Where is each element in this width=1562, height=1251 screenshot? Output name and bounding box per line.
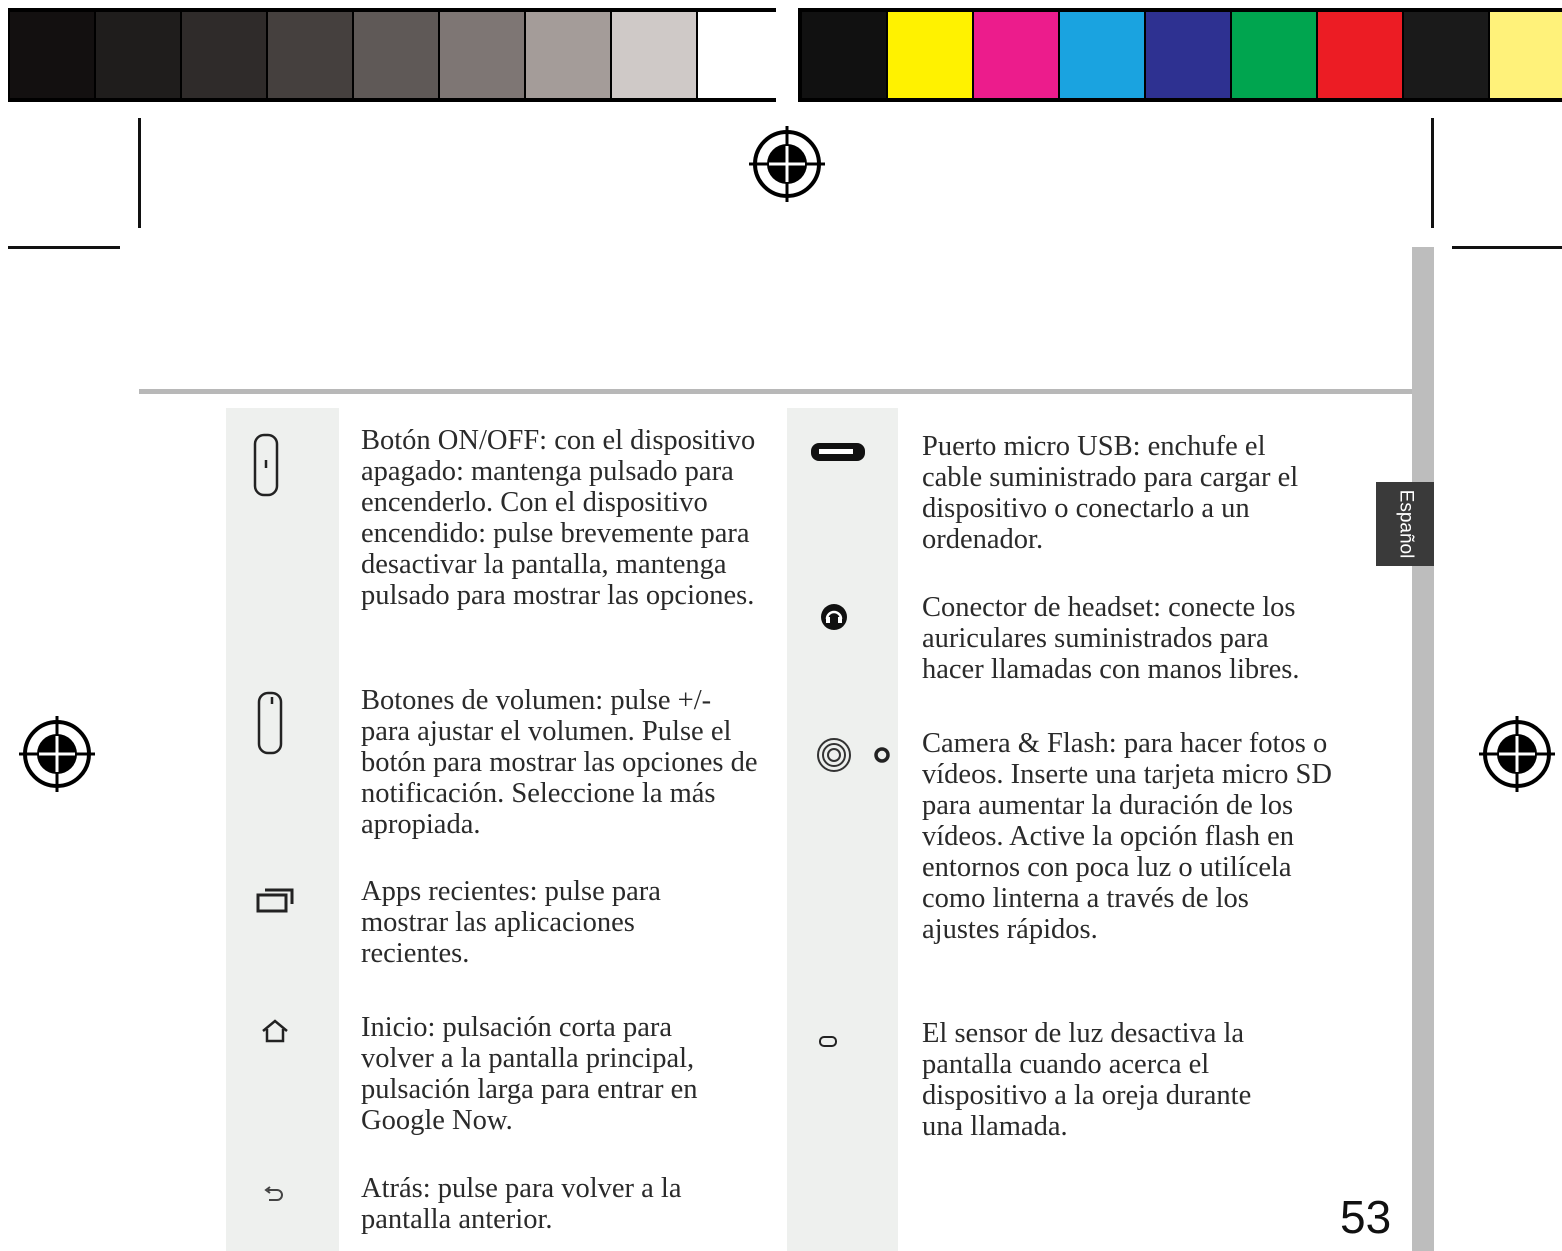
headset-jack-description: Conector de headset: conecte los auriculares suministrados para hacer llamadas con manos libres. bbox=[922, 592, 1300, 685]
power-button-icon bbox=[252, 432, 280, 498]
icon-column-right bbox=[787, 408, 898, 1251]
color-swatch bbox=[1490, 12, 1562, 98]
color-swatch bbox=[1060, 12, 1144, 98]
home-icon bbox=[260, 1018, 290, 1044]
color-swatch bbox=[802, 12, 886, 98]
micro-usb-icon bbox=[809, 440, 867, 464]
volume-button-icon bbox=[256, 690, 284, 756]
gray-swatch bbox=[354, 12, 438, 98]
side-margin-bar bbox=[1412, 247, 1434, 1251]
icon-column-left bbox=[226, 408, 339, 1251]
gray-swatch bbox=[10, 12, 94, 98]
language-tab bbox=[1376, 482, 1434, 566]
gray-swatch bbox=[182, 12, 266, 98]
color-swatch bbox=[974, 12, 1058, 98]
power-button-description: Botón ON/OFF: con el dispositivo apagado: mantenga pulsado para encenderlo. Con el dispositivo encendido: pulse brevemente para desactivar la pantalla, mantenga pulsado para mostrar las opciones. bbox=[361, 425, 756, 611]
registration-target-right bbox=[1477, 714, 1557, 794]
color-swatch bbox=[888, 12, 972, 98]
color-swatch bbox=[1318, 12, 1402, 98]
recent-apps-description: Apps recientes: pulse para mostrar las aplicaciones recientes. bbox=[361, 876, 661, 969]
gray-swatch bbox=[268, 12, 352, 98]
volume-buttons-description: Botones de volumen: pulse +/- para ajustar el volumen. Pulse el botón para mostrar las opciones de notificación. Seleccione la más apropiada. bbox=[361, 685, 758, 840]
back-icon bbox=[262, 1186, 286, 1204]
gray-swatch bbox=[612, 12, 696, 98]
color-swatch bbox=[1232, 12, 1316, 98]
language-tab-label: Español bbox=[1395, 489, 1417, 559]
color-swatch bbox=[1404, 12, 1488, 98]
recent-apps-icon bbox=[256, 886, 296, 914]
gray-swatch bbox=[96, 12, 180, 98]
gray-swatch bbox=[440, 12, 524, 98]
back-description: Atrás: pulse para volver a la pantalla anterior. bbox=[361, 1173, 682, 1235]
camera-flash-icon bbox=[812, 730, 896, 780]
registration-target-top bbox=[747, 124, 827, 204]
color-swatch bbox=[1146, 12, 1230, 98]
page-number: 53 bbox=[1340, 1191, 1392, 1243]
micro-usb-description: Puerto micro USB: enchufe el cable suministrado para cargar el dispositivo o conectarlo a un ordenador. bbox=[922, 431, 1299, 555]
light-sensor-icon bbox=[818, 1034, 840, 1050]
crop-mark-top-right-vertical bbox=[1431, 118, 1434, 228]
gray-swatch bbox=[698, 12, 782, 98]
home-description: Inicio: pulsación corta para volver a la pantalla principal, pulsación larga para entrar en Google Now. bbox=[361, 1012, 698, 1136]
registration-target-left bbox=[17, 714, 97, 794]
gray-swatch bbox=[526, 12, 610, 98]
crop-mark-top-right-horizontal bbox=[1452, 246, 1562, 249]
color-calibration-bar bbox=[0, 0, 1562, 104]
crop-mark-top-left-vertical bbox=[138, 118, 141, 228]
crop-mark-top-left-horizontal bbox=[8, 246, 120, 249]
light-sensor-description: El sensor de luz desactiva la pantalla cuando acerca el dispositivo a la oreja durante una llamada. bbox=[922, 1018, 1252, 1142]
header-rule bbox=[139, 389, 1414, 394]
headset-jack-icon bbox=[819, 602, 849, 632]
camera-flash-description: Camera & Flash: para hacer fotos o vídeos. Inserte una tarjeta micro SD para aumentar la duración de los vídeos. Active la opción flash en entornos con poca luz o utilícela como linterna a través de los ajustes rápidos. bbox=[922, 728, 1332, 945]
